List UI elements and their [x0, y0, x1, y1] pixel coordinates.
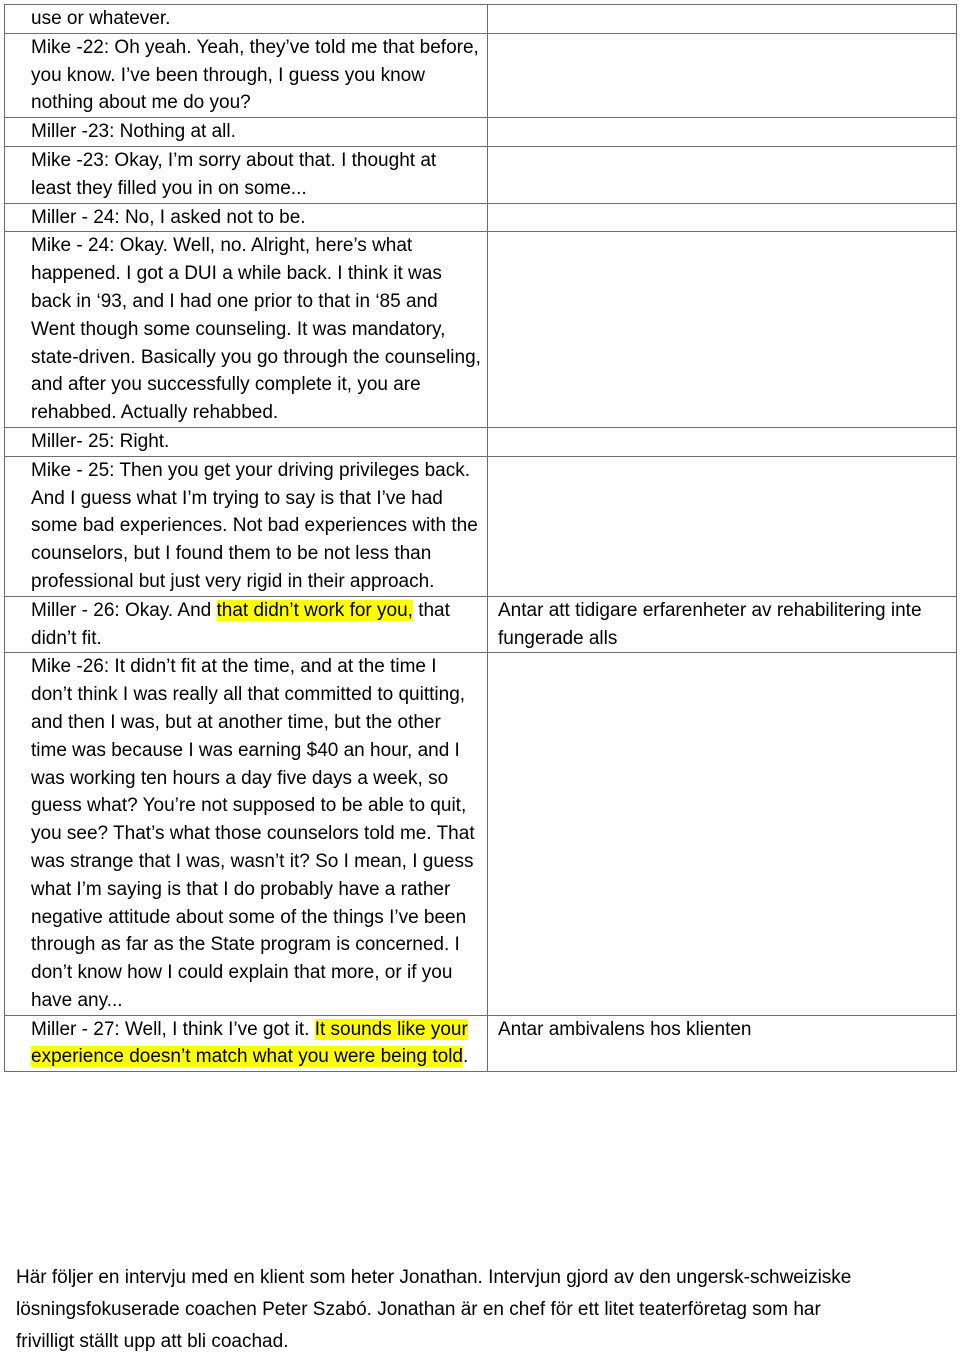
comment-cell — [488, 5, 957, 34]
table-row — [5, 146, 957, 203]
dialogue-cell — [5, 1015, 488, 1072]
dialogue-cell: Miller- 25: Right. — [5, 427, 488, 456]
highlighted-text: It sounds like your experience doesn’t match what you were being told — [31, 1018, 468, 1068]
dialogue-text: that didn’t fit. — [31, 599, 450, 649]
table-row — [5, 33, 957, 117]
transcript-table — [4, 4, 957, 1072]
dialogue-cell: use or whatever. — [5, 5, 488, 34]
dialogue-cell: Mike -26: It didn’t fit at the time, and at the time I don’t think I was really all that committed to quitting, and then I was, but at another time, but the other time was because I was earning $40 an hour, and I was working ten hours a day five days a week, so guess what? You’re not supposed to be able to quit, you see? That’s what those counselors told me. That was strange that I was, wasn’t it? So I mean, I guess what I’m saying is that I do probably have a rather negative attitude about some of the things I’ve been through as far as the State program is concerned. I don’t know how I could explain that more, or if you have any... — [5, 653, 488, 1015]
table-row — [5, 427, 957, 456]
table-row — [5, 1015, 957, 1072]
dialogue-cell: Mike -23: Okay, I’m sorry about that. I thought at least they filled you in on some... — [5, 146, 488, 203]
paragraph-line: frivilligt ställt upp att bli coachad. — [16, 1331, 289, 1352]
comment-cell — [488, 33, 957, 117]
dialogue-cell: Miller -23: Nothing at all. — [5, 118, 488, 147]
paragraph-line: Här följer en intervju med en klient som heter Jonathan. Intervjun gjord av den ungersk-schweiziske — [16, 1267, 852, 1288]
dialogue-cell: Mike -22: Oh yeah. Yeah, they’ve told me that before, you know. I’ve been through, I guess you know nothing about me do you? — [5, 33, 488, 117]
comment-cell — [488, 232, 957, 428]
comment-cell — [488, 653, 957, 1015]
table-row — [5, 596, 957, 653]
table-row — [5, 203, 957, 232]
dialogue-cell: Mike - 25: Then you get your driving privileges back. And I guess what I’m trying to say is that I’ve had some bad experiences. Not bad experiences with the counselors, but I found them to be not less than professional but just very rigid in their approach. — [5, 456, 488, 596]
dialogue-cell — [5, 596, 488, 653]
comment-cell: Antar ambivalens hos klienten — [488, 1015, 957, 1072]
paragraph-line: lösningsfokuserade coachen Peter Szabó. Jonathan är en chef för ett litet teaterföretag som har — [16, 1299, 821, 1320]
comment-cell — [488, 146, 957, 203]
table-row — [5, 456, 957, 596]
dialogue-text: Miller - 27: Well, I think I’ve got it. — [31, 1018, 315, 1040]
table-row — [5, 653, 957, 1015]
dialogue-text: . — [462, 1046, 469, 1068]
intro-paragraph — [16, 1262, 946, 1358]
comment-cell — [488, 203, 957, 232]
table-row — [5, 118, 957, 147]
dialogue-cell: Miller - 24: No, I asked not to be. — [5, 203, 488, 232]
comment-cell: Antar att tidigare erfarenheter av rehabilitering inte fungerade alls — [488, 596, 957, 653]
dialogue-text: Miller - 26: Okay. And — [31, 599, 217, 621]
comment-cell — [488, 118, 957, 147]
comment-cell — [488, 456, 957, 596]
table-row — [5, 232, 957, 428]
table-row — [5, 5, 957, 34]
dialogue-cell: Mike - 24: Okay. Well, no. Alright, here’s what happened. I got a DUI a while back. I think it was back in ‘93, and I had one prior to that in ‘85 and Went though some counseling. It was mandatory, state-driven. Basically you go through the counseling, and after you successfully complete it, you are rehabbed. Actually rehabbed. — [5, 232, 488, 428]
highlighted-text: that didn’t work for you, — [216, 599, 413, 621]
comment-cell — [488, 427, 957, 456]
